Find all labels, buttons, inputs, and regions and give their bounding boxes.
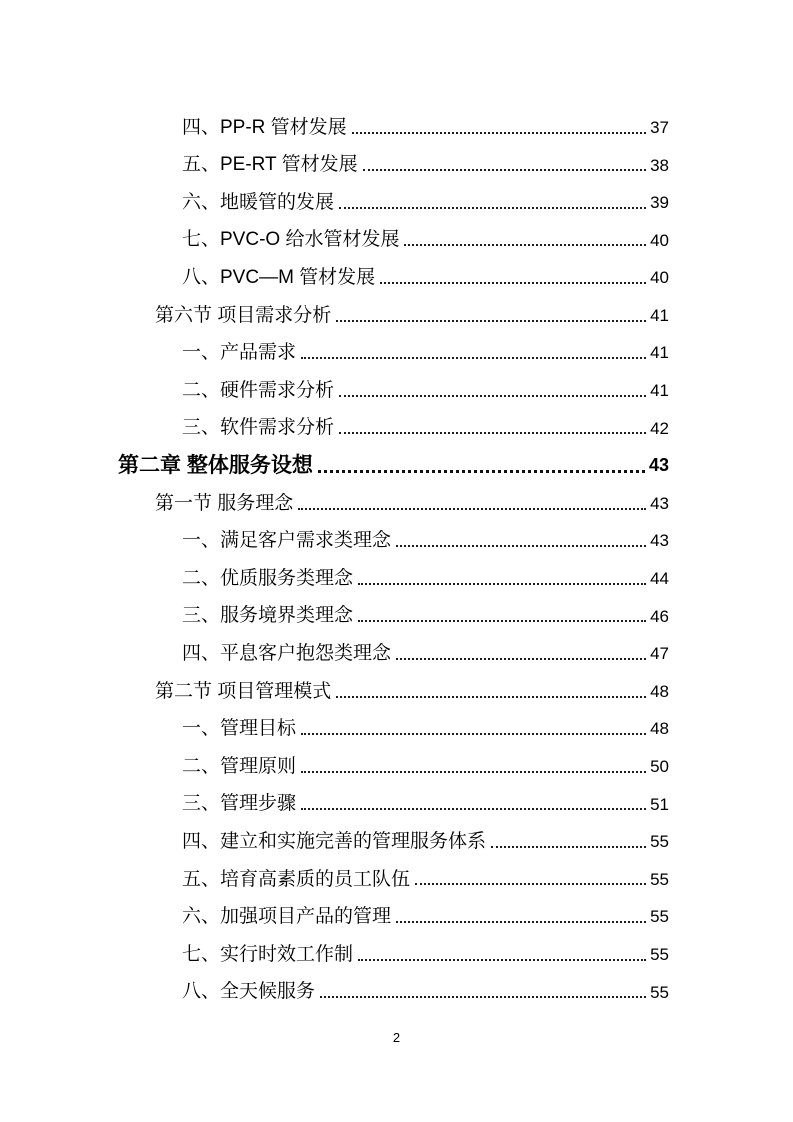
toc-entry	[118, 703, 669, 741]
toc-leader-dots	[363, 169, 646, 171]
toc-entry-label: 三、管理步骤	[182, 793, 297, 815]
toc-entry-page: 55	[650, 869, 669, 889]
toc-leader-dots	[358, 583, 646, 585]
toc-leader-dots	[339, 395, 646, 397]
toc-entry-page: 51	[650, 794, 669, 814]
page-footer	[0, 1030, 793, 1045]
toc-entry-label: 一、满足客户需求类理念	[182, 530, 392, 552]
toc-leader-dots	[301, 733, 646, 735]
toc-entry	[118, 853, 669, 891]
toc-entry-label: 四、建立和实施完善的管理服务体系	[182, 830, 487, 852]
toc-entry-label: 五、PE-RT 管材发展	[182, 154, 358, 176]
toc-leader-dots	[352, 132, 646, 134]
toc-entry	[118, 327, 669, 365]
toc-entry	[118, 364, 669, 402]
toc-entry	[118, 289, 669, 327]
toc-entry-label: 一、产品需求	[182, 342, 297, 364]
toc-entry	[118, 515, 669, 553]
toc-entry-page: 44	[650, 569, 669, 589]
toc-entry	[118, 477, 669, 515]
toc-leader-dots	[298, 508, 646, 510]
toc-entry	[118, 176, 669, 214]
toc-entry-label: 五、培育高素质的员工队伍	[182, 868, 411, 890]
toc-entry-label: 二、硬件需求分析	[182, 379, 335, 401]
toc-entry-page: 50	[650, 757, 669, 776]
toc-entry-label: 七、PVC-O 给水管材发展	[182, 229, 400, 251]
toc-entry-page: 38	[650, 155, 669, 175]
toc-entry-label: 二、优质服务类理念	[182, 567, 354, 589]
toc-leader-dots	[380, 282, 646, 284]
toc-entry-label: 第一节 服务理念	[155, 492, 294, 514]
toc-entry-page: 42	[650, 418, 669, 438]
toc-entry	[118, 139, 669, 177]
toc-leader-dots	[396, 921, 646, 923]
toc-leader-dots	[336, 320, 646, 322]
toc-entry-page: 37	[650, 117, 669, 137]
toc-leader-dots	[320, 996, 646, 998]
toc-leader-dots	[491, 846, 646, 848]
toc-entry-label: 第六节 项目需求分析	[155, 304, 332, 326]
toc-leader-dots	[404, 244, 646, 246]
toc-entry-page: 46	[650, 606, 669, 626]
toc-entry	[118, 552, 669, 590]
toc-entry-label: 四、平息客户抱怨类理念	[182, 643, 392, 665]
toc-leader-dots	[339, 207, 646, 209]
toc-leader-dots	[396, 658, 646, 660]
toc-leader-dots	[301, 771, 646, 773]
toc-entry	[118, 214, 669, 252]
toc-entry-label: 二、管理原则	[182, 755, 297, 777]
toc-leader-dots	[396, 545, 646, 547]
toc-leader-dots	[336, 696, 646, 698]
toc-leader-dots	[301, 808, 646, 810]
toc-entry-label: 第二节 项目管理模式	[155, 680, 332, 702]
toc-entry	[118, 101, 669, 139]
toc-entry-label: 六、加强项目产品的管理	[182, 906, 392, 928]
toc-leader-dots	[301, 357, 646, 359]
toc-entry	[118, 251, 669, 289]
toc-entry-page: 43	[648, 455, 669, 476]
toc-entry	[118, 590, 669, 628]
toc-entry-label: 第二章 整体服务设想	[118, 453, 313, 477]
toc-entry	[118, 928, 669, 966]
toc-entry	[118, 740, 669, 778]
toc-leader-dots	[339, 432, 646, 434]
toc-entry-page: 48	[650, 681, 669, 701]
toc-entry-label: 三、软件需求分析	[182, 417, 335, 439]
toc-entry	[118, 402, 669, 440]
toc-entry-page: 43	[650, 531, 669, 551]
toc-entry-page: 48	[650, 719, 669, 739]
toc-leader-dots	[358, 620, 646, 622]
toc-entry	[118, 439, 669, 477]
toc-entry-page: 40	[650, 268, 669, 288]
toc-entry	[118, 966, 669, 1004]
toc-entry-page: 43	[650, 493, 669, 513]
toc-entry-page: 41	[650, 343, 669, 363]
toc-leader-dots	[358, 959, 646, 961]
toc-entry-label: 三、服务境界类理念	[182, 605, 354, 627]
toc-entry-label: 六、地暖管的发展	[182, 191, 335, 213]
toc-entry-page: 55	[650, 982, 669, 1002]
toc-entry-label: 七、实行时效工作制	[182, 943, 354, 965]
toc-entry	[118, 890, 669, 928]
toc-entry-page: 39	[650, 193, 669, 213]
toc-entry	[118, 627, 669, 665]
toc-entry-label: 八、全天候服务	[182, 981, 316, 1003]
toc-entry-page: 41	[650, 305, 669, 325]
table-of-contents	[118, 101, 669, 1003]
toc-entry-page: 41	[650, 381, 669, 401]
page-number: 2	[392, 1030, 401, 1045]
toc-entry	[118, 665, 669, 703]
toc-entry-page: 55	[650, 832, 669, 852]
toc-entry-label: 四、PP-R 管材发展	[182, 116, 347, 138]
toc-entry	[118, 815, 669, 853]
toc-entry-label: 一、管理目标	[182, 718, 297, 740]
toc-entry-page: 40	[650, 230, 669, 250]
toc-entry	[118, 778, 669, 816]
toc-entry-label: 八、PVC—M 管材发展	[182, 267, 376, 289]
toc-leader-dots	[318, 470, 645, 473]
toc-entry-page: 55	[650, 907, 669, 927]
toc-entry-page: 55	[650, 944, 669, 964]
toc-entry-page: 47	[650, 644, 669, 664]
toc-leader-dots	[415, 883, 646, 885]
